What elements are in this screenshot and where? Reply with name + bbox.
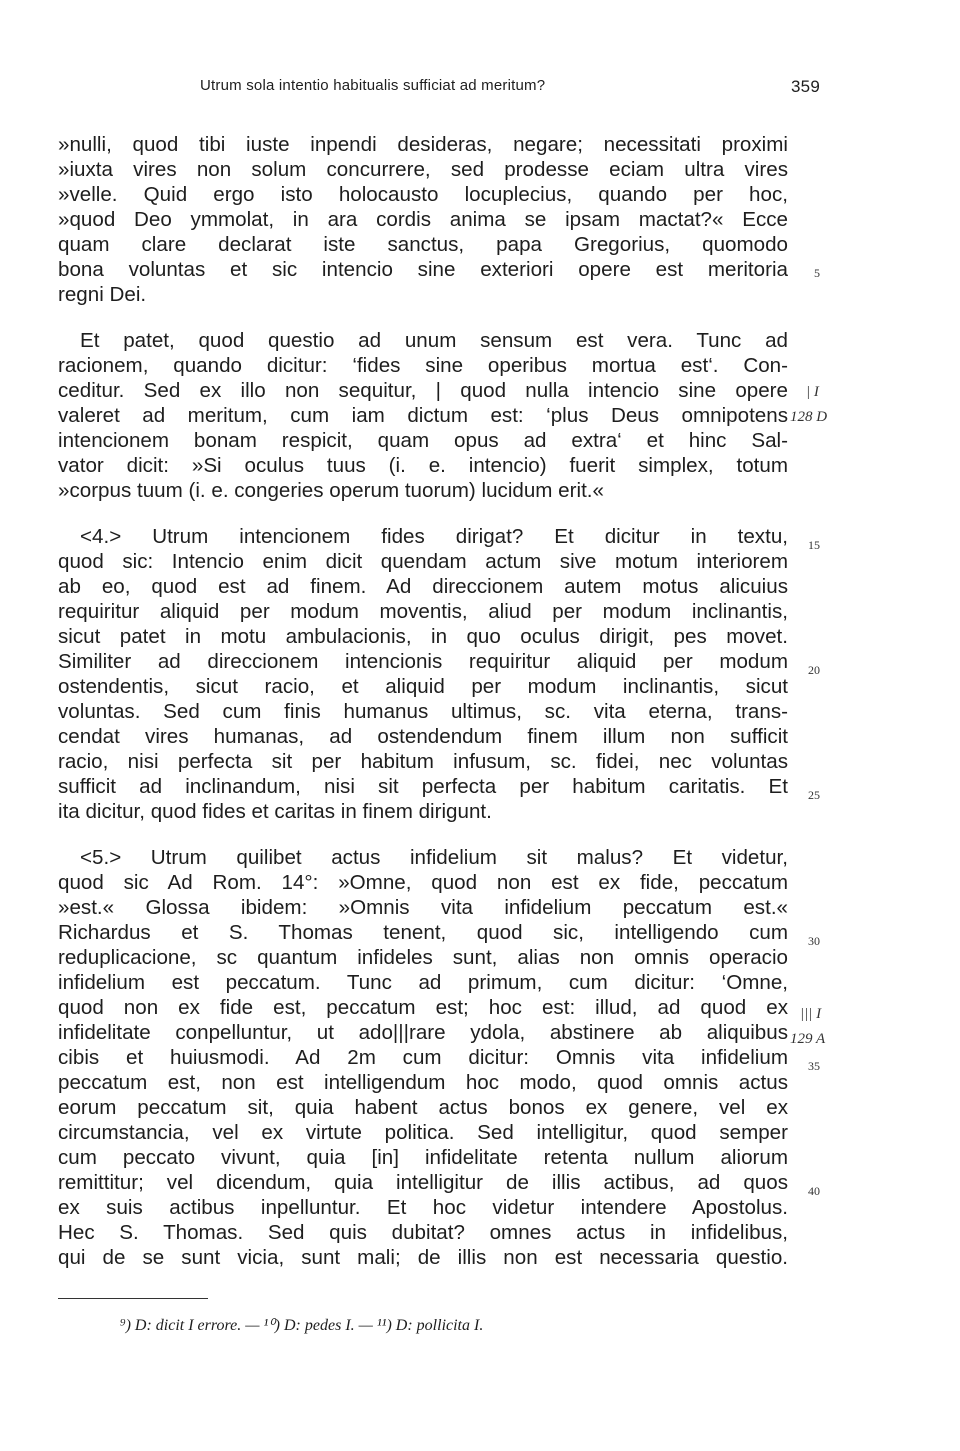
footnotes: ⁹) D: dicit I errore. — ¹⁰) D: pedes I. — ¹¹) D: pollicita I. (120, 1317, 484, 1334)
text-line: Et patet, quod questio ad unum sensum est vera. Tunc ad (80, 329, 788, 352)
text-line: sicut patet in motu ambulacionis, in quo oculus dirigit, pes movet. (58, 625, 788, 648)
text-line: cendat vires humanas, ad ostendendum finem illum non sufficit (58, 725, 788, 748)
line-number: 30 (808, 934, 820, 948)
text-line: infidelium est peccatum. Tunc ad primum, cum dicitur: ‘Omne, (58, 971, 788, 994)
text-line: »iuxta vires non solum concurrere, sed prodesse eciam ultra vires (58, 158, 788, 181)
text-line: vator dicit: »Si oculus tuus (i. e. intencio) fuerit simplex, totum (58, 454, 788, 477)
running-title: Utrum sola intentio habitualis sufficiat ad meritum? (200, 77, 546, 94)
text-line: »nulli, quod tibi iuste inpendi desideras, negare; necessitati proximi (58, 133, 788, 156)
folio-reference: 129 A (790, 1031, 826, 1047)
text-line: racio, nisi perfecta sit per habitum infusum, sc. fidei, nec voluntas (58, 750, 788, 773)
text-line: ceditur. Sed ex illo non sequitur, | quod nulla intencio sine opere (58, 379, 788, 402)
text-line: »quod Deo ymmolat, in ara cordis anima se ipsam mactat?« Ecce (58, 208, 788, 231)
text-line: ostendentis, sicut racio, et aliquid per modum inclinantis, sicut (58, 675, 788, 698)
text-line: sufficit ad inclinandum, nisi sit perfecta per habitum caritatis. Et (58, 775, 788, 798)
text-line: cum peccato vivunt, quia [in] infidelitate retenta nullum aliorum (58, 1146, 788, 1169)
text-line: racionem, quando dicitur: ‘fides sine operibus mortua est‘. Con- (58, 354, 788, 377)
text-line: »est.« Glossa ibidem: »Omnis vita infidelium peccatum est.« (58, 896, 788, 919)
text-line: Hec S. Thomas. Sed quis dubitat? omnes actus in infidelibus, (58, 1221, 788, 1244)
text-line: cibis et huiusmodi. Ad 2m cum dicitur: Omnis vita infidelium (58, 1046, 788, 1069)
text-line: ita dicitur, quod fides et caritas in finem dirigunt. (58, 800, 492, 823)
footnote-divider (58, 1298, 208, 1299)
text-line: ab eo, quod est ad finem. Ad direccionem autem motus alicuius (58, 575, 788, 598)
text-line: <4.> Utrum intencionem fides dirigat? Et dicitur in textu, (80, 525, 788, 548)
line-number: 25 (808, 788, 820, 802)
text-line: regni Dei. (58, 283, 147, 306)
text-line: intencionem bonam respicit, quam opus ad extra‘ et hinc Sal- (58, 429, 788, 452)
text-line: valeret ad meritum, cum iam dictum est: ‘plus Deus omnipotens (58, 404, 788, 427)
line-number: 15 (808, 538, 820, 552)
text-line: remittitur; vel dicendum, quia intelligitur de illis actibus, ad quos (58, 1171, 788, 1194)
text-line: quam clare declarat iste sanctus, papa Gregorius, quomodo (58, 233, 788, 256)
folio-reference: 128 D (790, 409, 828, 425)
line-number: 35 (808, 1059, 820, 1073)
text-line: reduplicacione, sc quantum infideles sunt, alias non omnis operacio (58, 946, 788, 969)
text-line: quod non ex fide est, peccatum est; hoc est: illud, ad quod ex (58, 996, 788, 1019)
folio-reference: ||| I (800, 1006, 822, 1022)
text-line: »corpus tuum (i. e. congeries operum tuorum) lucidum erit.« (58, 479, 604, 502)
text-line: infidelitate conpelluntur, ut ado|||rare ydola, abstinere ab aliquibus (58, 1021, 788, 1044)
text-line: voluntas. Sed cum finis humanus ultimus, sc. vita eterna, trans- (58, 700, 788, 723)
text-line: bona voluntas et sic intencio sine exteriori opere est meritoria (58, 258, 788, 281)
text-line: quod sic Ad Rom. 14°: »Omne, quod non est ex fide, peccatum (58, 871, 788, 894)
text-line: qui de se sunt vicia, sunt mali; de illis non est necessaria questio. (58, 1246, 788, 1269)
text-line: <5.> Utrum quilibet actus infidelium sit malus? Et videtur, (80, 846, 788, 869)
line-number: 40 (808, 1184, 820, 1198)
text-line: eorum peccatum sit, quia habent actus bonos ex genere, vel ex (58, 1096, 788, 1119)
text-line: Similiter ad direccionem intencionis requiritur aliquid per modum (58, 650, 788, 673)
text-line: requiritur aliquid per modum moventis, aliud per modum inclinantis, (58, 600, 788, 623)
text-line: circumstancia, vel ex virtute politica. Sed intelligitur, quod semper (58, 1121, 788, 1144)
text-line: Richardus et S. Thomas tenent, quod sic, intelligendo cum (58, 921, 788, 944)
main-text (58, 132, 788, 1270)
text-line: quod sic: Intencio enim dicit quendam actum sive motum interiorem (58, 550, 788, 573)
page-number: 359 (791, 77, 820, 96)
folio-reference: | I (806, 384, 819, 400)
text-line: peccatum est, non est intelligendum hoc modo, quod omnis actus (58, 1071, 788, 1094)
text-line: ex suis actibus inpelluntur. Et hoc videtur intendere Apostolus. (58, 1196, 788, 1219)
text-line: »velle. Quid ergo isto holocausto locuplecius, quando per hoc, (58, 183, 788, 206)
line-number: 20 (808, 663, 820, 677)
line-number: 5 (814, 266, 820, 280)
